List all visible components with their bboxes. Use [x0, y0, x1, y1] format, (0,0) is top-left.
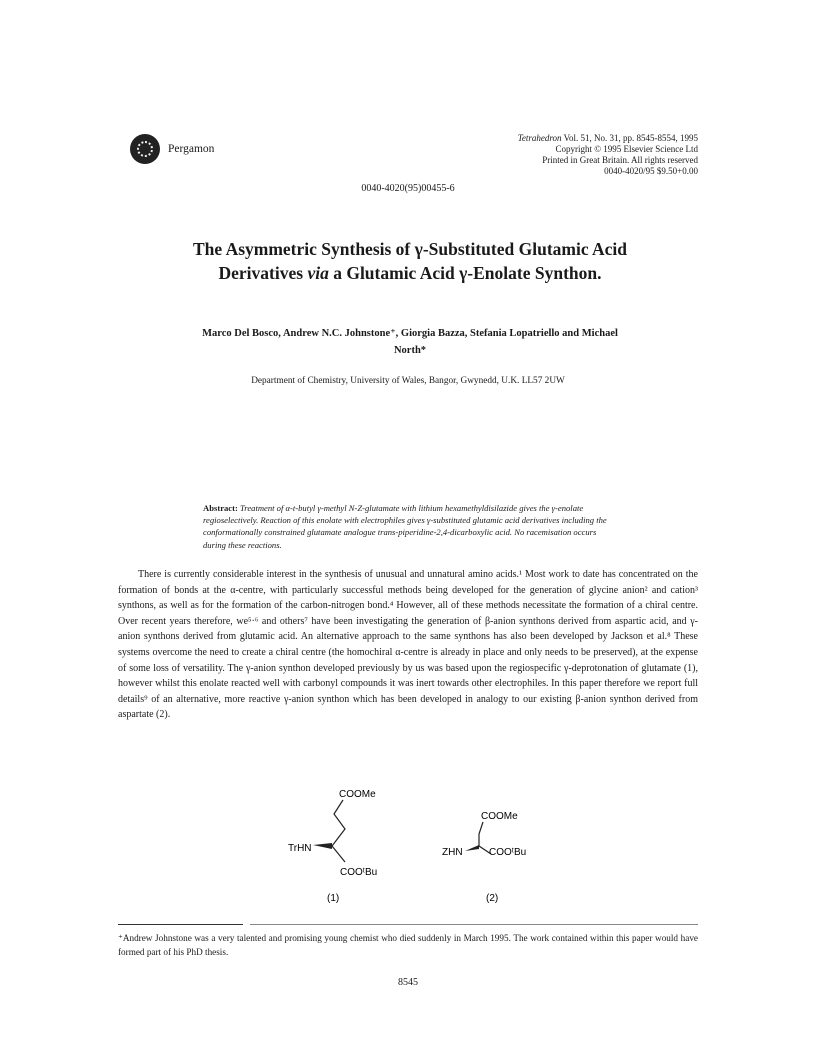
- doi-line: 0040-4020(95)00455-6: [361, 183, 455, 194]
- title-part-a: Derivatives: [218, 263, 308, 283]
- affiliation: Department of Chemistry, University of Wales, Bangor, Gwynedd, U.K. LL57 2UW: [251, 376, 565, 386]
- issn-line: 0040-4020/95 $9.50+0.00: [604, 166, 698, 176]
- title-line-1: The Asymmetric Synthesis of γ-Substituted Glutamic Acid: [192, 239, 628, 259]
- journal-volume: Vol. 51, No. 31, pp. 8545-8554, 1995: [561, 133, 698, 143]
- authors-line-2: North*: [393, 345, 427, 356]
- s2-compound-label: (2): [486, 893, 499, 904]
- footnote-rule-long: [250, 924, 698, 925]
- page-number: 8545: [398, 977, 418, 988]
- s2-right-label: COOᵗBu: [489, 847, 527, 858]
- s2-top-label: COOMe: [481, 811, 518, 822]
- copyright-line: Copyright © 1995 Elsevier Science Ltd: [555, 144, 698, 154]
- structure-1-wedge: [313, 843, 332, 849]
- authors-line-1: Marco Del Bosco, Andrew N.C. Johnstone⁺, Giorgia Bazza, Stefania Lopatriello and Michael: [202, 328, 618, 339]
- s1-left-label: TrHN: [288, 843, 312, 854]
- abstract-label: Abstract:: [203, 503, 238, 513]
- s1-compound-label: (1): [327, 893, 340, 904]
- title-part-c: a Glutamic Acid γ-Enolate Synthon.: [328, 263, 602, 283]
- abstract-text: Treatment of α-t-butyl γ-methyl N-Z-glutamate with lithium hexamethyldisilazide gives the γ-enolate regioselectively. Reaction of this enolate with electrophiles gives γ-substituted glutamic acid derivatives including the conformationally constrained glutamate analogue trans-piperidine-2,4-dicarboxylic acid. No racemisation occurs during these reactions.: [203, 503, 607, 550]
- structure-2-chain-top: [479, 822, 483, 846]
- s2-left-label: ZHN: [442, 847, 463, 858]
- footnote: ⁺Andrew Johnstone was a very talented and promising young chemist who died suddenly in March 1995. The work contained within this paper would have formed part of his PhD thesis.: [118, 933, 698, 957]
- footnote-rule: [118, 924, 243, 925]
- title-part-via: via: [307, 263, 329, 283]
- s1-top-label: COOMe: [339, 789, 376, 800]
- structure-2-wedge: [465, 845, 479, 851]
- body-paragraph: There is currently considerable interest in the synthesis of unusual and unnatural amino acids.¹ Most work to date has concentrated on the formation of bonds at the α-centre, with particularly successful methods being developed for the generation of glycine anion² and cation³ synthons, as well as for the formation of the carbon-nitrogen bond.⁴ However, all of these methods necessitate the formation of a chiral centre. Over recent years therefore, we⁵·⁶ and others⁷ have been investigating the generation of β-anion synthons derived from aspartic acid, and γ-anion synthons derived from glutamic acid. An alternative approach to the same synthons has also been developed by Jackson et al.⁸ These systems overcome the need to create a chiral centre (the homochiral α-centre is already in place and only needs to be preserved), at the expense of some loss of versatility. The γ-anion synthon developed previously by us was based upon the regiospecific γ-deprotonation of glutamate (1), however whilst this enolate reacted well with carbonyl compounds it was inert towards other electrophiles. In this paper therefore we report full details⁹ of an alternative, more reactive γ-anion synthon which has been developed in analogy to our existing β-anion synthon derived from aspartate (2).: [118, 569, 698, 721]
- s1-bottom-label: COOᵗBu: [340, 867, 378, 878]
- journal-name: Tetrahedron: [517, 133, 562, 143]
- structure-1-chain: [332, 800, 345, 862]
- printed-line: Printed in Great Britain. All rights reserved: [542, 155, 698, 165]
- publisher-name: Pergamon: [168, 143, 215, 155]
